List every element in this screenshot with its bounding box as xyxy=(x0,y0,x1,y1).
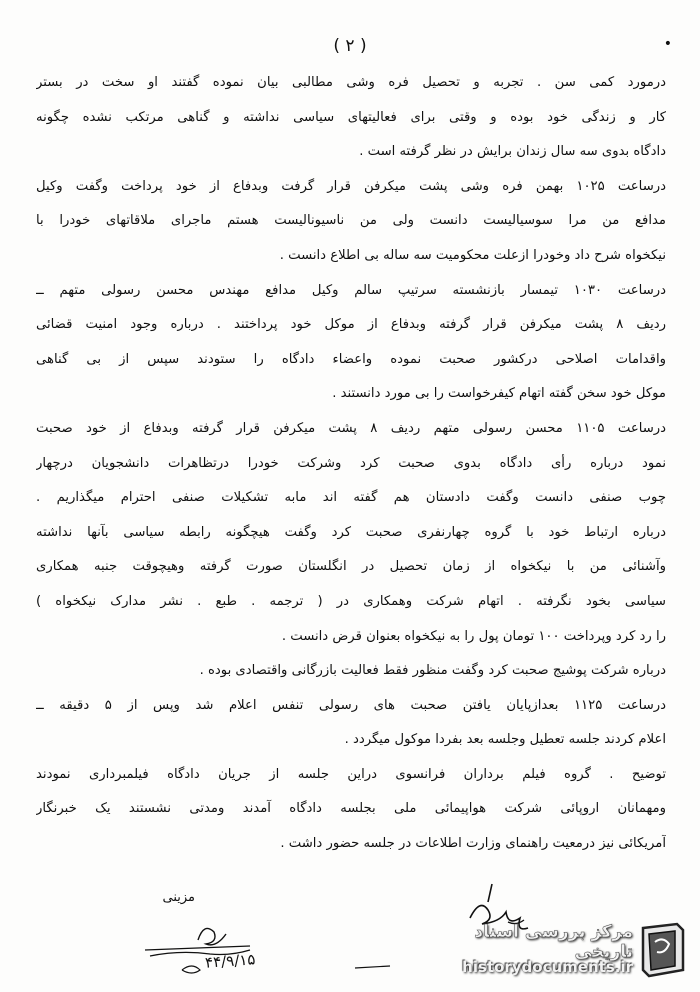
text-line: نمود درباره رأی دادگاه بدوی صحبت کرد وشرکت خودرا درتظاهرات دانشجویان درچهار xyxy=(36,455,666,471)
text-line: سیاسی بخود نگرفته . اتهام شرکت وهمکاری در ( ترجمه . طبع . نشر مدارک نیکخواه ) xyxy=(36,593,666,609)
text-line: درساعت ۱۰۲۵ بهمن فره وشی پشت میکرفن قرار گرفت وبدفاع از خود پرداخت وگفت وکیل xyxy=(36,178,666,194)
text-line: نیکخواه شرح داد وخودرا ازعلت محکومیت سه ساله بی اطلاع دانست . xyxy=(279,247,666,263)
text-line: درساعت ۱۱۰۵ محسن رسولی متهم ردیف ۸ پشت میکرفن قرار گرفته وبدفاع از خود صحبت xyxy=(36,420,666,436)
text-line: درباره ارتباط خود با گروه چهارنفری صحبت کرد وگفت هیچگونه رابطه سیاسی بآنها نداشته xyxy=(36,524,666,540)
page-number: ( ۲ ) xyxy=(333,36,367,56)
text-line: کار و زندگی خود بوده و وقتی برای فعالیتهای سیاسی نداشته و گناهی مرتکب نشده چگونه xyxy=(36,109,666,125)
text-line: توضیح . گروه فیلم برداران فرانسوی دراین جلسه از جریان دادگاه فیلمبرداری نمودند xyxy=(36,766,666,782)
watermark-title: مرکز بررسی اسناد تاریخی xyxy=(474,922,633,962)
text-line: ومهمانان اروپائی شرکت هواپیمائی ملی بجلسه دادگاه آمدند ومدتی نشستند یک خبرنگار xyxy=(36,801,666,817)
text-line: را رد کرد وپرداخت ۱۰۰ تومان پول را به نیکخواه بعنوان قرض دانست . xyxy=(281,628,666,644)
text-line: وآشنائی من با نیکخواه از زمان تحصیل در انگلستان صورت گرفته وهیچوقت جنبه همکاری xyxy=(36,559,666,575)
text-line: اعلام کردند جلسه تعطیل وجلسه بعد بفردا موکول میگردد . xyxy=(344,732,666,748)
text-line: درمورد کمی سن . تجربه و تحصیل فره وشی مطالبی بیان نموده گفتند او سخت در بستر xyxy=(36,75,666,90)
watermark-url: historydocuments.ir xyxy=(462,958,633,976)
signer-name: مزینی xyxy=(162,890,195,905)
text-line: ردیف ۸ پشت میکرفن قرار گرفته وبدفاع از موکل خود پرداختند . درباره وجود امنیت قضائی xyxy=(36,317,666,333)
text-line: موکل خود سخن گفته اتهام کیفرخواست را بی مورد دانستند . xyxy=(332,386,666,402)
text-line: چوب صنفی دانست وگفت دادستان هم گفته اند مابه تشکیلات صنفی احترام میگذاریم . xyxy=(36,490,666,506)
archive-watermark xyxy=(415,912,695,990)
text-line: واقدامات اصلاحی درکشور صحبت نموده واعضاء دادگاه را ستودند سپس از بی گناهی xyxy=(36,351,666,367)
corner-mark: • xyxy=(663,36,672,52)
text-line: درساعت ۱۱۲۵ بعدازپایان یافتن صحبت های رسولی تنفس اعلام شد وپس از ۵ دقیقه ــ xyxy=(36,697,666,713)
handwritten-date: ۴۴/۹/۱۵ xyxy=(204,950,256,972)
text-line: آمریکائی نیز درمعیت راهنمای وزارت اطلاعات در جلسه حضور داشت . xyxy=(280,836,666,852)
text-line: مدافع من مرا سوسیالیست دانست ولی من ناسیونالیست هستم ماجرای ملاقاتهای خودرا با xyxy=(36,213,666,229)
archive-logo-icon xyxy=(637,920,689,980)
text-line: درساعت ۱۰۳۰ تیمسار بازنشسته سرتیپ سالم وکیل مدافع مهندس محسن رسولی متهم ــ xyxy=(36,282,666,298)
text-line: دادگاه بدوی سه سال زندان برایش در نظر گرفته است . xyxy=(359,144,666,160)
text-line: درباره شرکت پوشیج صحبت کرد وگفت منظور فقط فعالیت بازرگانی واقتصادی بوده . xyxy=(199,663,666,679)
